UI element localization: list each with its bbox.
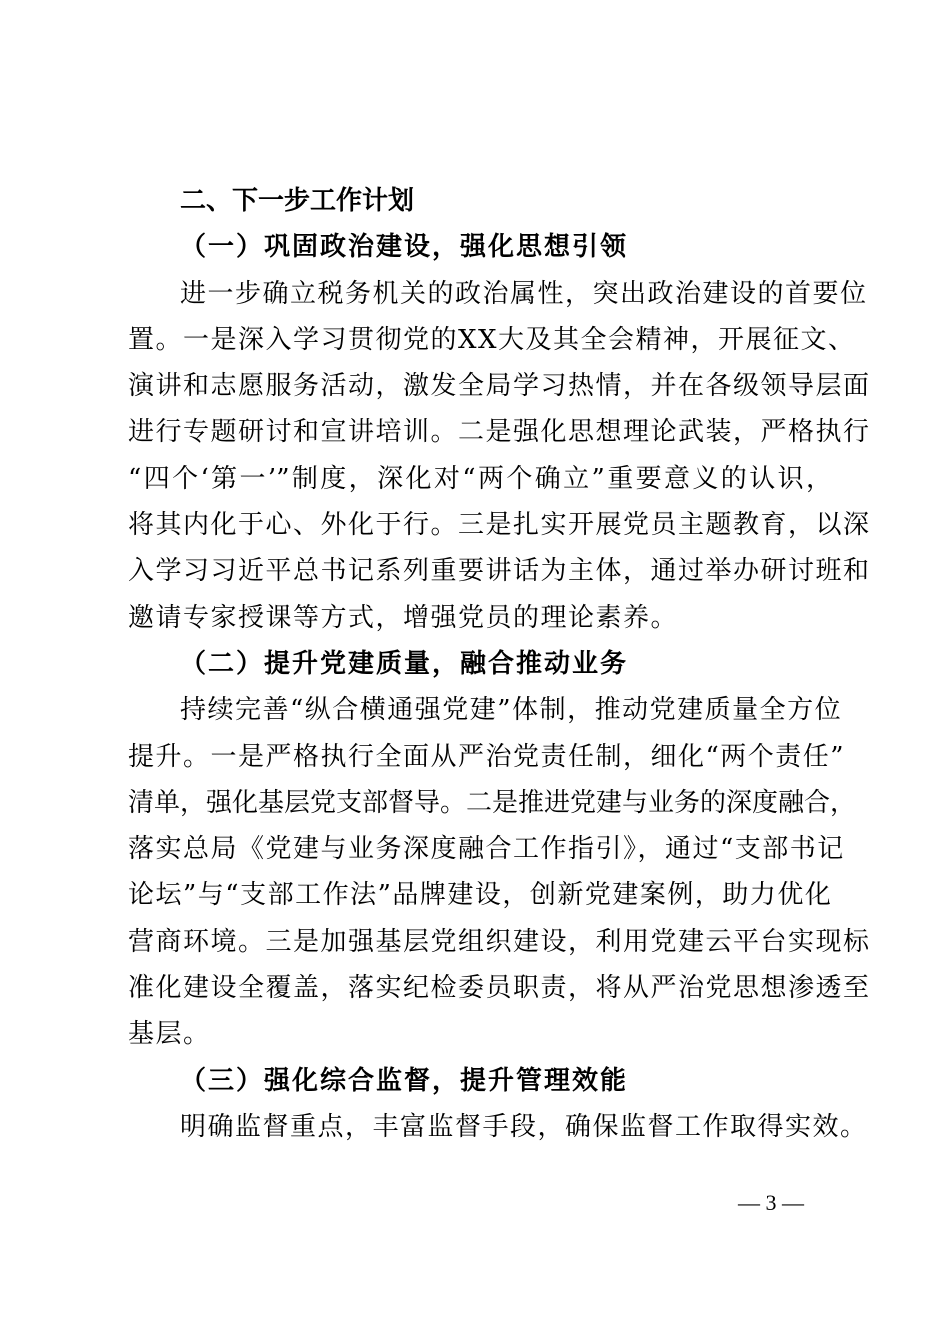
subsection-title: （一）巩固政治建设，强化思想引领: [180, 232, 629, 263]
paragraph-line: 基层。: [128, 1019, 211, 1050]
paragraph-line: 提升。一是严格执行全面从严治党责任制，细化“两个责任”: [128, 741, 846, 772]
subsection-title: （二）提升党建质量，融合推动业务: [180, 648, 629, 679]
document-body: [128, 178, 871, 1150]
paragraph-line: 邀请专家授课等方式，增强党员的理论素养。: [128, 602, 679, 633]
paragraph-line: 清单，强化基层党支部督导。二是推进党建与业务的深度融合，: [128, 787, 857, 818]
paragraph-line: 演讲和志愿服务活动，激发全局学习热情，并在各级领导层面: [128, 371, 871, 402]
paragraph-line: 进行专题研讨和宣讲培训。二是强化思想理论武装，严格执行: [128, 417, 871, 448]
paragraph-line: 营商环境。三是加强基层党组织建设，利用党建云平台实现标: [128, 926, 871, 957]
section-heading: 二、下一步工作计划: [180, 186, 415, 216]
paragraph-line: 明确监督重点，丰富监督手段，确保监督工作取得实效。: [180, 1111, 868, 1142]
paragraph-line: 论坛”与“支部工作法”品牌建设，创新党建案例，助力优化: [128, 880, 833, 911]
page-number: — 3 —: [738, 1190, 804, 1215]
paragraph-line: 置。一是深入学习贯彻党的XX大及其全会精神，开展征文、: [128, 324, 856, 355]
paragraph-line: 将其内化于心、外化于行。三是扎实开展党员主题教育，以深: [128, 510, 871, 541]
paragraph-line: 入学习习近平总书记系列重要讲话为主体，通过举办研讨班和: [128, 556, 871, 587]
paragraph-line: 准化建设全覆盖，落实纪检委员职责，将从严治党思想渗透至: [128, 973, 871, 1004]
paragraph-line: 持续完善“纵合横通强党建”体制，推动党建质量全方位: [180, 695, 843, 726]
paragraph-line: “四个‘第一’”制度，深化对“两个确立”重要意义的认识，: [128, 463, 832, 494]
subsection-title: （三）强化综合监督，提升管理效能: [180, 1065, 629, 1096]
paragraph-line: 进一步确立税务机关的政治属性，突出政治建设的首要位: [180, 278, 868, 309]
paragraph-line: 落实总局《党建与业务深度融合工作指引》，通过“支部书记: [128, 834, 845, 865]
